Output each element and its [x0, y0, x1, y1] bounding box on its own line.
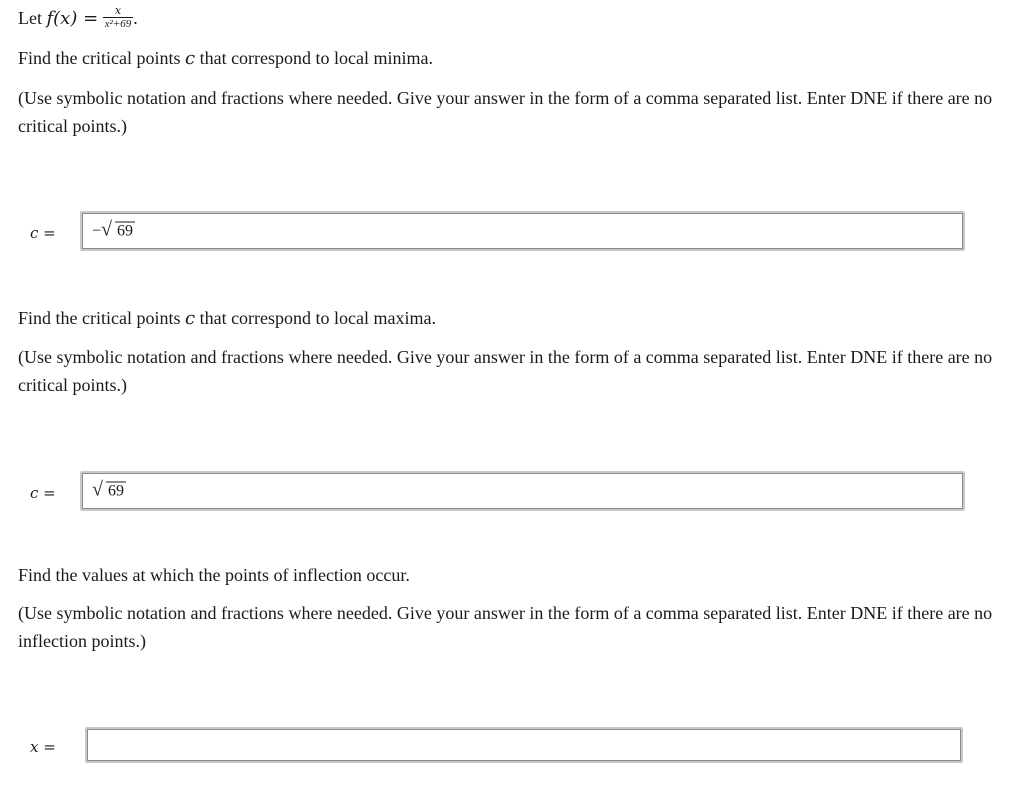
radical-icon: √: [92, 478, 103, 501]
maxima-answer-input[interactable]: [80, 471, 965, 511]
fraction-denominator: x²+69: [104, 18, 132, 31]
minima-instructions: (Use symbolic notation and fractions where needed. Give your answer in the form of a comma separated list. Enter DNE if there are no critical points.): [18, 88, 993, 136]
minima-answer-radicand: 69: [117, 222, 134, 240]
function-period: .: [133, 8, 138, 28]
sqrt-symbol: [92, 478, 126, 501]
function-lhs: f(x) =: [46, 8, 99, 29]
fraction-numerator: x: [103, 5, 134, 18]
minima-prompt-text-a: Find the critical points: [18, 48, 181, 68]
sqrt-symbol: [101, 218, 135, 241]
minima-prompt-var: c: [184, 48, 196, 69]
inflection-instructions: (Use symbolic notation and fractions where needed. Give your answer in the form of a comma separated list. Enter DNE if there are no inflection points.): [18, 603, 993, 651]
minima-prompt-text-b: that correspond to local minima.: [199, 48, 434, 68]
maxima-answer-value: [92, 478, 126, 501]
maxima-prompt-text-b: that correspond to local maxima.: [199, 308, 437, 328]
minima-answer-input[interactable]: [80, 211, 965, 251]
maxima-var-label: c =: [30, 484, 56, 502]
maxima-prompt-var: c: [184, 308, 196, 329]
function-definition: [18, 4, 138, 33]
minima-answer-value: [92, 218, 135, 241]
minima-answer-sign: −: [92, 222, 102, 240]
maxima-answer-radicand: 69: [108, 482, 124, 500]
radical-icon: √: [101, 218, 113, 241]
minima-var-label: c =: [30, 224, 56, 242]
inflection-prompt: Find the values at which the points of inflection occur.: [18, 565, 410, 585]
inflection-answer-input[interactable]: [85, 727, 963, 763]
maxima-instructions: (Use symbolic notation and fractions where needed. Give your answer in the form of a comma separated list. Enter DNE if there are no critical points.): [18, 347, 993, 395]
function-fraction: [103, 5, 134, 30]
maxima-prompt: [18, 304, 436, 333]
maxima-prompt-text-a: Find the critical points: [18, 308, 181, 328]
let-text: Let: [18, 8, 42, 28]
inflection-var-label: x =: [30, 738, 56, 756]
minima-prompt: [18, 44, 433, 73]
